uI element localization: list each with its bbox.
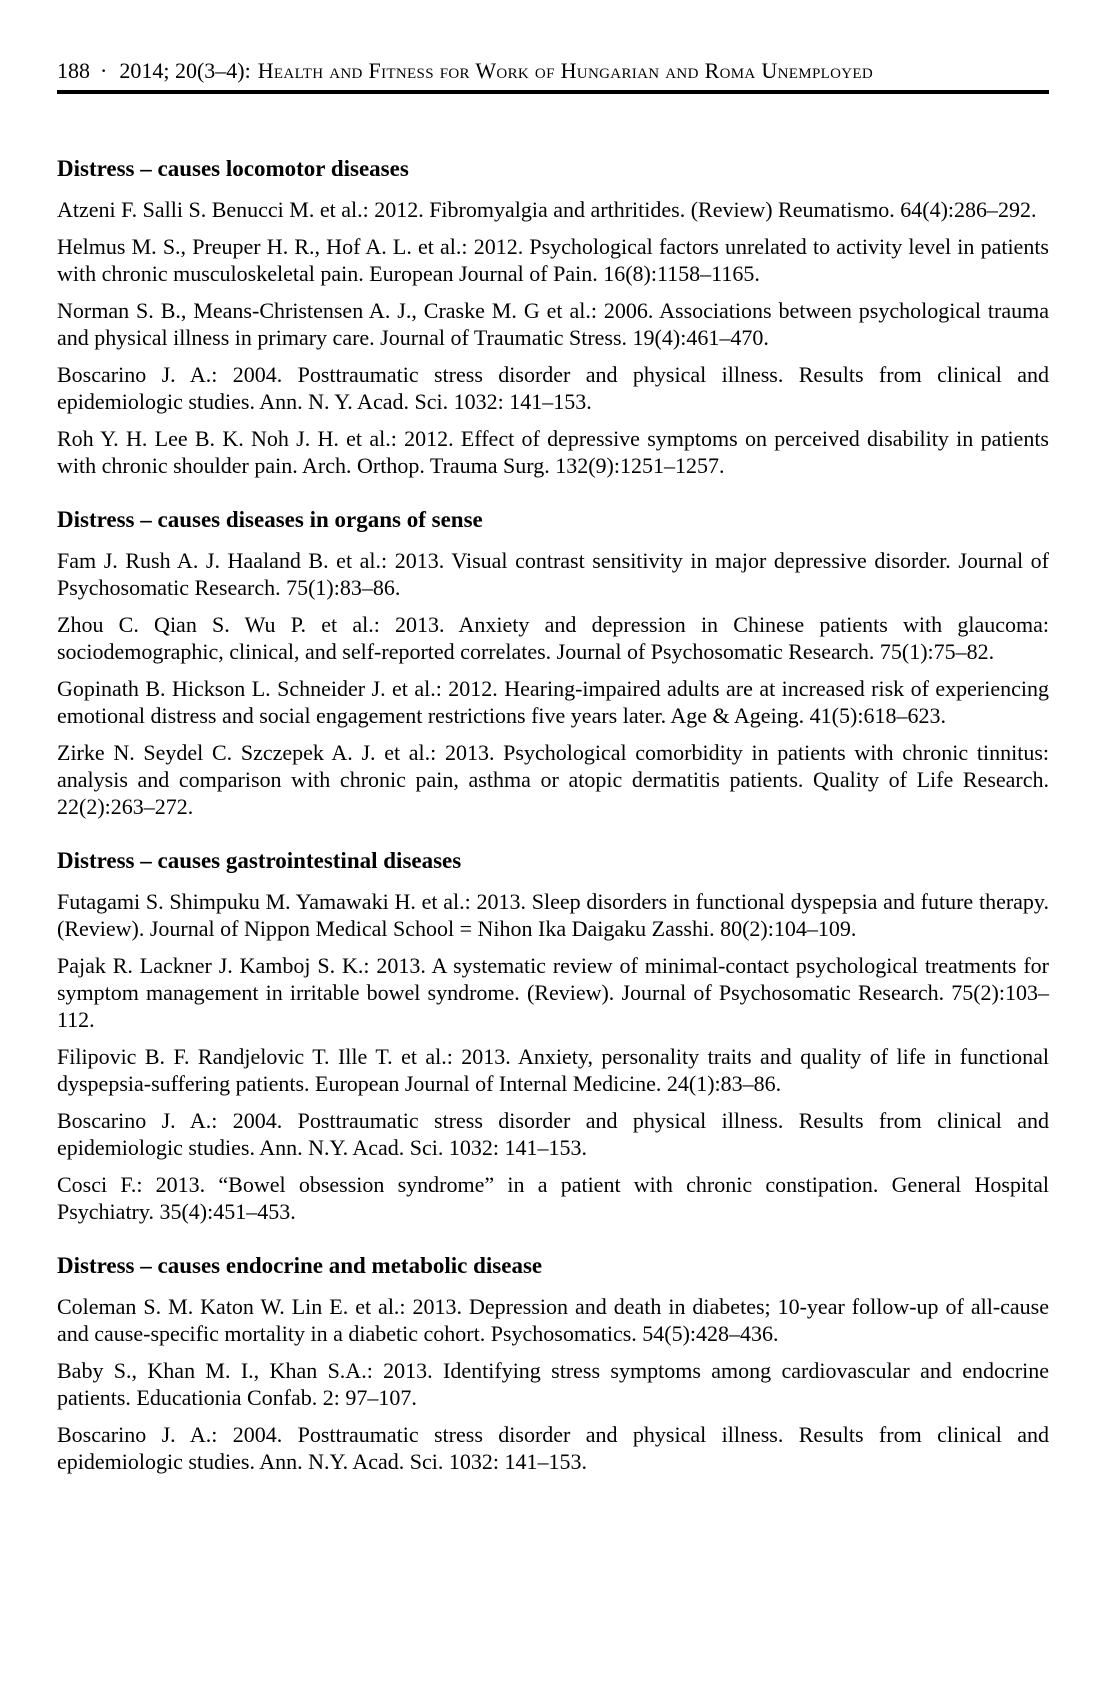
journal-citation: 2014; 20(3–4): xyxy=(119,58,251,83)
reference-entry: Norman S. B., Means-Christensen A. J., Craske M. G et al.: 2006. Associations between psychological trauma and physical illness in primary care. Journal of Traumatic Stress. 19(4):461–470. xyxy=(57,298,1049,350)
reference-entry: Pajak R. Lackner J. Kamboj S. K.: 2013. A systematic review of minimal-contact psychological treatments for symptom management in irritable bowel syndrome. (Review). Journal of Psychosomatic Research. 75(2):103–112. xyxy=(57,953,1049,1032)
reference-entry: Zirke N. Seydel C. Szczepek A. J. et al.: 2013. Psychological comorbidity in patients with chronic tinnitus: analysis and comparison with chronic pain, asthma or atopic dermatitis patients. Quality of Life Research. 22(2):263–272. xyxy=(57,740,1049,819)
header-separator-dot: · xyxy=(100,58,108,83)
reference-entry: Boscarino J. A.: 2004. Posttraumatic stress disorder and physical illness. Results from clinical and epidemiologic studies. Ann. N.Y. Acad. Sci. 1032: 141–153. xyxy=(57,1108,1049,1160)
reference-entry: Boscarino J. A.: 2004. Posttraumatic stress disorder and physical illness. Results from clinical and epidemiologic studies. Ann. N.Y. Acad. Sci. 1032: 141–153. xyxy=(57,1422,1049,1474)
reference-entry: Helmus M. S., Preuper H. R., Hof A. L. et al.: 2012. Psychological factors unrelated to activity level in patients with chronic musculoskeletal pain. European Journal of Pain. 16(8):1158–1165. xyxy=(57,234,1049,286)
reference-entry: Roh Y. H. Lee B. K. Noh J. H. et al.: 2012. Effect of depressive symptoms on perceived disability in patients with chronic shoulder pain. Arch. Orthop. Trauma Surg. 132(9):1251–1257. xyxy=(57,426,1049,478)
section-heading: Distress – causes locomotor diseases xyxy=(57,156,409,181)
section-gastrointestinal-diseases xyxy=(57,846,1049,1225)
section-locomotor-diseases xyxy=(57,154,1049,479)
reference-entry: Baby S., Khan M. I., Khan S.A.: 2013. Identifying stress symptoms among cardiovascular and endocrine patients. Educationia Confab. 2: 97–107. xyxy=(57,1358,1049,1410)
reference-entry: Gopinath B. Hickson L. Schneider J. et al.: 2012. Hearing-impaired adults are at increased risk of experiencing emotional distress and social engagement restrictions five years later. Age & Ageing. 41(5):618–623. xyxy=(57,676,1049,728)
reference-entry: Atzeni F. Salli S. Benucci M. et al.: 2012. Fibromyalgia and arthritides. (Review) Reumatismo. 64(4):286–292. xyxy=(57,197,1037,222)
reference-entry: Cosci F.: 2013. “Bowel obsession syndrome” in a patient with chronic constipation. General Hospital Psychiatry. 35(4):451–453. xyxy=(57,1172,1049,1224)
page-header xyxy=(57,58,1049,84)
page-number: 188 xyxy=(57,58,90,83)
section-heading: Distress – causes endocrine and metabolic disease xyxy=(57,1253,543,1278)
running-title: Health and Fitness for Work of Hungarian and Roma Unemployed xyxy=(257,58,874,83)
reference-entry: Zhou C. Qian S. Wu P. et al.: 2013. Anxiety and depression in Chinese patients with glaucoma: sociodemographic, clinical, and self-reported correlates. Journal of Psychosomatic Research. 75(1):75–82. xyxy=(57,612,1049,664)
reference-entry: Coleman S. M. Katon W. Lin E. et al.: 2013. Depression and death in diabetes; 10-year follow-up of all-cause and cause-specific mortality in a diabetic cohort. Psychosomatics. 54(5):428–436. xyxy=(57,1294,1049,1346)
reference-entry: Filipovic B. F. Randjelovic T. Ille T. et al.: 2013. Anxiety, personality traits and quality of life in functional dyspepsia-suffering patients. European Journal of Internal Medicine. 24(1):83–86. xyxy=(57,1044,1049,1096)
references-list xyxy=(57,94,1049,1475)
section-organs-of-sense xyxy=(57,505,1049,820)
reference-entry: Futagami S. Shimpuku M. Yamawaki H. et al.: 2013. Sleep disorders in functional dyspepsia and future therapy. (Review). Journal of Nippon Medical School = Nihon Ika Daigaku Zasshi. 80(2):104–109. xyxy=(57,889,1049,941)
reference-entry: Boscarino J. A.: 2004. Posttraumatic stress disorder and physical illness. Results from clinical and epidemiologic studies. Ann. N. Y. Acad. Sci. 1032: 141–153. xyxy=(57,362,1049,414)
section-heading: Distress – causes diseases in organs of sense xyxy=(57,507,483,532)
section-endocrine-metabolic-disease xyxy=(57,1251,1049,1475)
reference-entry: Fam J. Rush A. J. Haaland B. et al.: 2013. Visual contrast sensitivity in major depressive disorder. Journal of Psychosomatic Research. 75(1):83–86. xyxy=(57,548,1049,600)
section-heading: Distress – causes gastrointestinal diseases xyxy=(57,848,462,873)
